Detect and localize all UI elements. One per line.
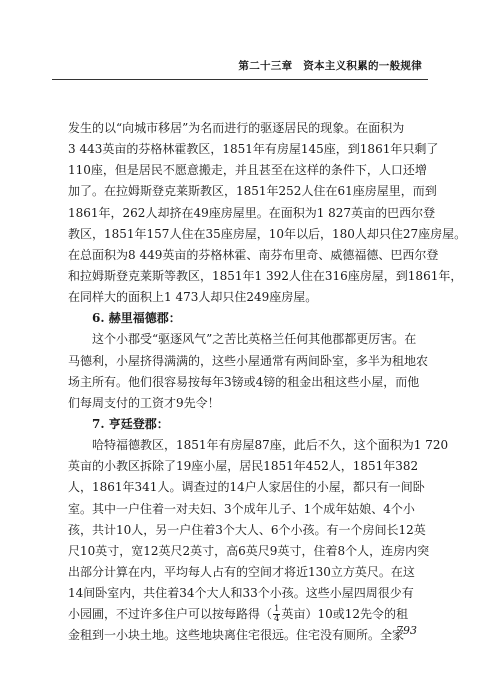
text-line: 尺10英寸，宽12英尺2英寸，高6英尺9英寸，住着8个人，连房内突 [68, 543, 430, 558]
fraction [273, 605, 280, 624]
text-line: 场主所有。他们很容易按每年3镑或4镑的租金出租这些小屋，而他 [68, 374, 420, 389]
header-rule [52, 79, 428, 80]
fraction-numerator: 1 [274, 604, 280, 615]
text-line-with-fraction [68, 604, 424, 625]
text-line: 人，1861年341人。调查过的14户人家居住的小屋，都只有一间卧 [68, 480, 425, 495]
running-header: 第二十三章 资本主义积累的一般规律 [238, 60, 422, 72]
text-line: 这个小郡受“驱逐风气”之苦比英格兰任何其他郡都更厉害。在 [92, 332, 417, 347]
text-line: 们每周支付的工资才9先令！ [68, 395, 220, 410]
text-line: 马德利，小屋挤得满满的，这些小屋通常有两间卧室，多半为租地农 [68, 353, 429, 368]
text-line: 孩，共计10人，另一户住着3个大人、6个小孩。有一个房间长12英 [68, 522, 426, 537]
text-line: 出部分计算在内，平均每人占有的空间才将近130立方英尺。在这 [68, 564, 415, 579]
text-line: 金租到一小块土地。这些地块离住宅很远。住宅没有厕所。全家 [68, 628, 405, 643]
text-line: 英亩的小教区拆除了19座小屋，居民1851年452人，1851年382 [68, 459, 419, 474]
text-line: 1861年，262人却挤在49座房屋里。在面积为1 827英亩的巴西尔登 [68, 205, 436, 220]
fraction-denominator: 4 [274, 614, 280, 625]
text-line: 教区，1851年157人住在35座房屋，10年以后，180人却只住27座房屋。 [68, 226, 467, 241]
text-line: 发生的以“向城市移居”为名而进行的驱逐居民的现象。在面积为 [68, 121, 405, 135]
line-segment: 小园圃，不过许多住户可以按每路得（ [68, 607, 273, 622]
text-line: 14间卧室内，共住着34个大人和33个小孩。这些小屋四周很少有 [68, 586, 414, 601]
text-line: 哈特福德教区，1851年有房屋87座，此后不久，这个面积为1 720 [92, 438, 449, 453]
page-number: 793 [396, 624, 417, 637]
section-heading-huntingdonshire: 7. 亨廷登郡： [92, 416, 169, 431]
text-line: 在总面积为8 449英亩的芬格林霍、南芬布里奇、威德福德、巴西尔登 [68, 247, 439, 262]
section-heading-herefordshire: 6. 赫里福德郡： [92, 311, 181, 326]
text-line: 3 443英亩的芬格林霍教区，1851年有房屋145座，到1861年只剩了 [68, 142, 439, 157]
text-line: 110座，但是居民不愿意搬走，并且甚至在这样的条件下，人口还增 [68, 163, 427, 178]
text-line: 在同样大的面积上1 473人却只住249座房屋。 [68, 290, 318, 305]
text-line: 室。其中一户住着一对夫妇、3个成年儿子、1个成年姑娘、4个小 [68, 501, 415, 516]
text-line: 加了。在拉姆斯登克莱斯教区，1851年252人住在61座房屋里，而到 [68, 184, 437, 199]
body-text [68, 118, 467, 647]
line-segment: 英亩）10或12先令的租 [281, 607, 408, 622]
text-line: 和拉姆斯登克莱斯等教区，1851年1 392人住在316座房屋，到1861年， [68, 268, 463, 283]
